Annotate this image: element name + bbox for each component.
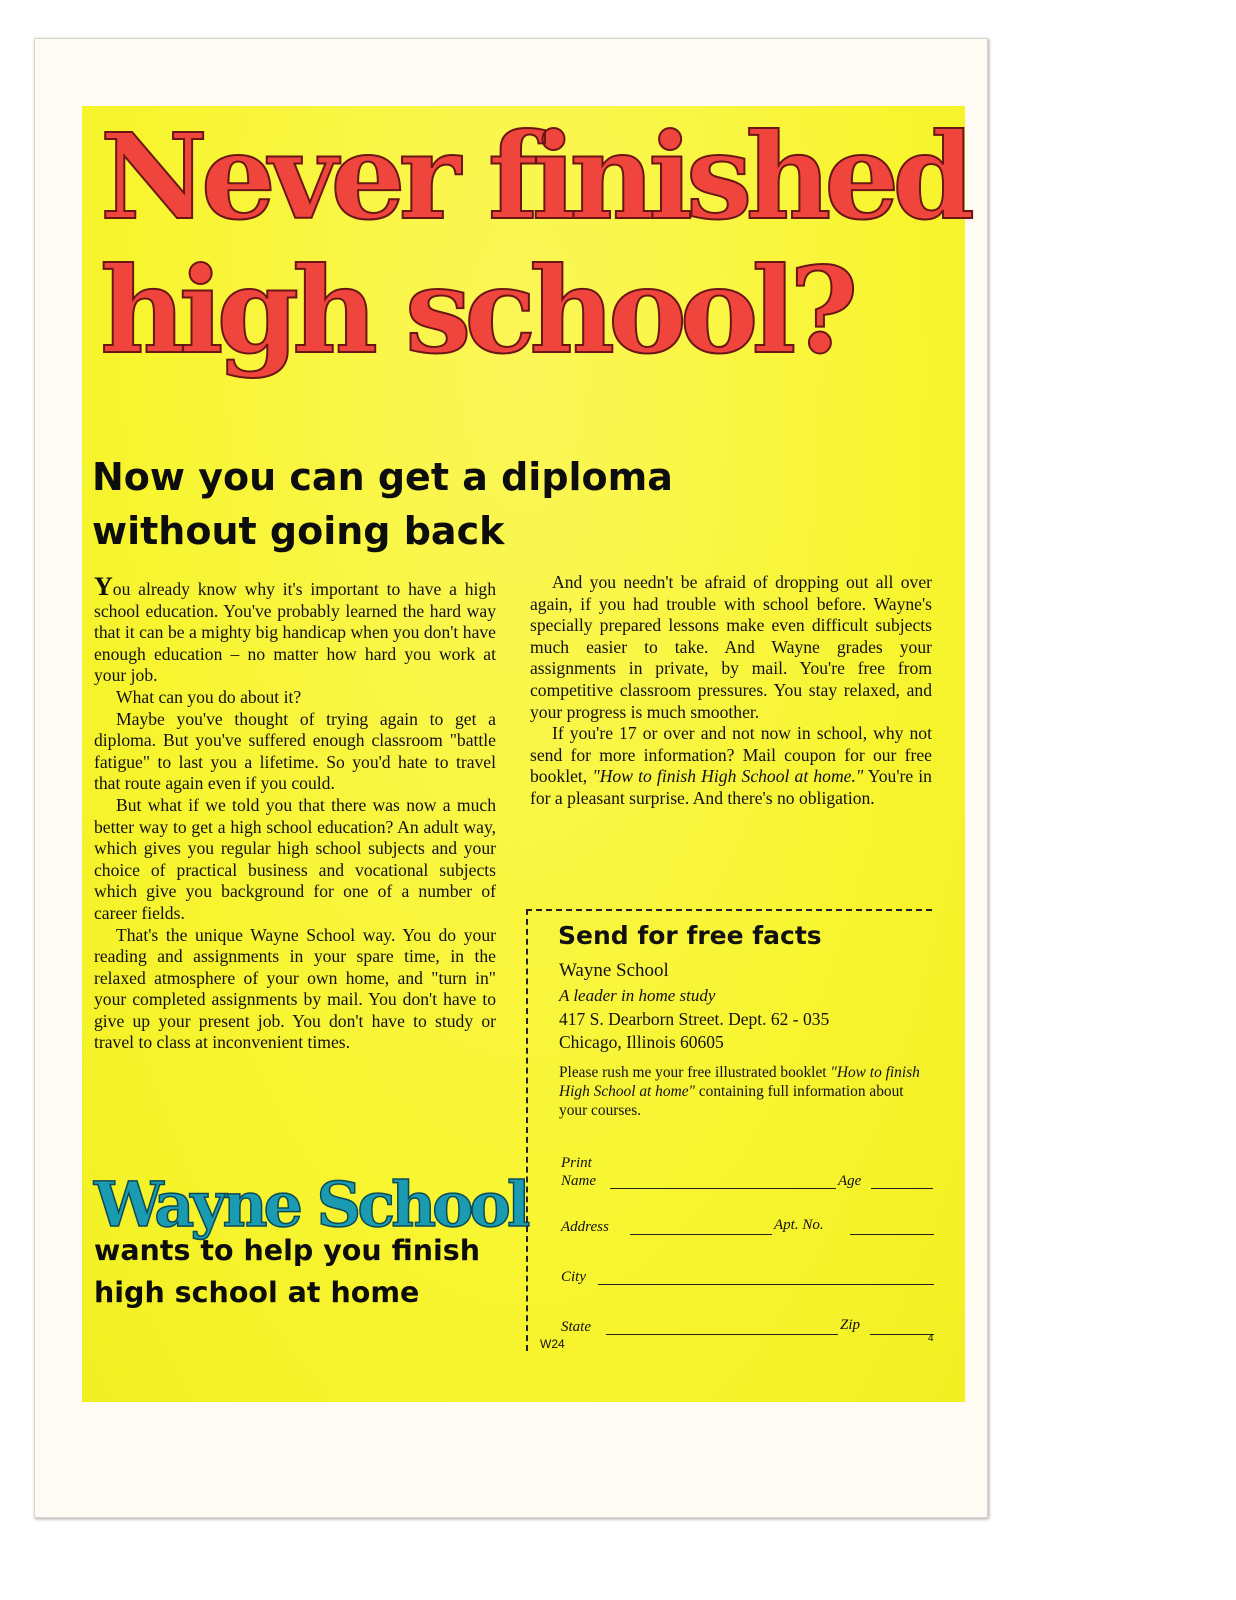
field-label-state: State bbox=[561, 1319, 591, 1335]
age-input-line[interactable] bbox=[871, 1188, 933, 1189]
subhead-line-2: without going back bbox=[92, 509, 505, 553]
tagline-line-2: high school at home bbox=[94, 1276, 420, 1309]
headline-line-1: Never finished bbox=[100, 107, 968, 246]
name-input-line[interactable] bbox=[610, 1188, 836, 1189]
field-label-print: Print bbox=[561, 1155, 592, 1171]
wayne-school-logo: Wayne School bbox=[94, 1168, 527, 1241]
field-label-city: City bbox=[561, 1269, 586, 1285]
field-label-age: Age bbox=[838, 1173, 862, 1189]
body-paragraph bbox=[530, 723, 932, 809]
headline-line-2: high school? bbox=[100, 241, 852, 380]
body-column-left bbox=[94, 572, 496, 1054]
coupon-slogan: A leader in home study bbox=[559, 986, 716, 1005]
address-input-line[interactable] bbox=[630, 1234, 772, 1235]
field-label-name: Name bbox=[561, 1173, 596, 1189]
page-mark: 4 bbox=[928, 1333, 934, 1344]
apt-input-line[interactable] bbox=[850, 1234, 934, 1235]
body-paragraph-text: You're in for a pleasant surprise. And there's no obligation. bbox=[530, 766, 932, 808]
body-paragraph: Maybe you've thought of trying again to get a diploma. But you've suffered enough classroom "battle fatigue" to last you a lifetime. So you'd hate to travel that route again even if you could. bbox=[94, 708, 496, 794]
drop-cap: Y bbox=[94, 572, 113, 601]
coupon-school-name: Wayne School bbox=[559, 960, 669, 981]
body-paragraph bbox=[94, 572, 496, 687]
booklet-title: "How to finish High School at home." bbox=[592, 766, 864, 787]
subhead-line-1: Now you can get a diploma bbox=[92, 455, 673, 499]
coupon-street: 417 S. Dearborn Street. Dept. 62 - 035 bbox=[559, 1009, 830, 1029]
field-label-zip: Zip bbox=[840, 1317, 861, 1333]
tagline-line-1: wants to help you finish bbox=[94, 1234, 481, 1267]
coupon-city-line: Chicago, Illinois 60605 bbox=[559, 1032, 724, 1052]
coupon-request-text: Please rush me your free illustrated booklet "How to finish High School at home" containing full information about your courses. bbox=[559, 1064, 920, 1119]
city-input-line[interactable] bbox=[598, 1284, 934, 1285]
body-paragraph-text: ou already know why it's important to have a high school education. You've probably learned the hard way that it can be a mighty big handicap when you don't have enough education – no matter how hard you work at your job. bbox=[94, 579, 496, 686]
body-paragraph: That's the unique Wayne School way. You do your reading and assignments in your spare time, in the relaxed atmosphere of your own home, and "turn in" your completed assignments by mail. You don't have to give up your present job. You don't have to study or travel to class at inconvenient times. bbox=[94, 924, 496, 1053]
body-column-right bbox=[530, 572, 932, 810]
field-label-address: Address bbox=[561, 1219, 609, 1235]
body-paragraph: And you needn't be afraid of dropping out all over again, if you had trouble with school before. Wayne's specially prepared lessons make even difficult subjects much easier to take. And Wayne grades your assignments in private, by mail. You're free from competitive classroom pressures. You stay relaxed, and your progress is much smoother. bbox=[530, 572, 932, 722]
coupon-title: Send for free facts bbox=[558, 921, 822, 950]
state-input-line[interactable] bbox=[606, 1334, 838, 1335]
field-label-apt-no: Apt. No. bbox=[774, 1217, 824, 1233]
coupon-code: W24 bbox=[540, 1337, 565, 1351]
body-paragraph: But what if we told you that there was now a much better way to get a high school education? An adult way, which gives you regular high school subjects and your choice of practical business and vocational subjects which give you background for one of a number of career fields. bbox=[94, 794, 496, 923]
mail-coupon[interactable] bbox=[526, 909, 932, 1351]
zip-input-line[interactable] bbox=[870, 1334, 934, 1335]
body-paragraph: What can you do about it? bbox=[116, 686, 302, 707]
body-paragraph-text: If you're 17 or over and not now in school, why not send for more information? Mail coupon for our free booklet, bbox=[530, 723, 932, 787]
